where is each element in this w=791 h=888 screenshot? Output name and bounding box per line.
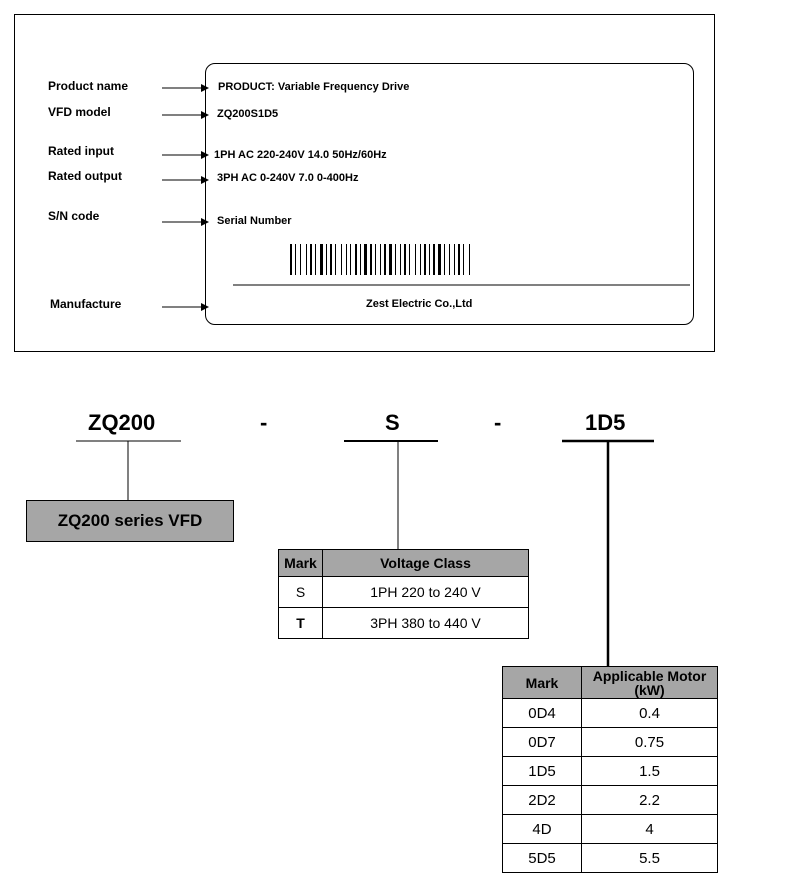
label-product-name: Product name [48,79,129,93]
barcode-bar [306,244,307,275]
code-voltage: S [385,410,400,435]
barcode-bar [454,244,455,275]
value-output: 3PH AC 0-240V 7.0 0-400Hz [217,172,359,184]
cell-voltage: 3PH 380 to 440 V [323,608,529,639]
table-row [503,728,718,757]
barcode-bar [360,244,361,275]
table-row [503,786,718,815]
barcode-bar [330,244,332,275]
barcode-bar [404,244,406,275]
header-mark: Mark [503,667,582,699]
barcode-bar [375,244,376,275]
barcode-bar [384,244,386,275]
cell-mark: 5D5 [503,844,582,873]
table-row [503,699,718,728]
header-voltage-class: Voltage Class [323,550,529,577]
label-manufacture: Manufacture [50,297,122,311]
code-separator-2: - [494,410,502,435]
barcode-bar [438,244,441,275]
cell-mark: 1D5 [503,757,582,786]
cell-voltage: 1PH 220 to 240 V [323,577,529,608]
barcode [290,244,470,275]
barcode-bar [395,244,396,275]
barcode-bar [320,244,323,275]
applicable-motor-table [502,666,718,873]
barcode-bar [389,244,392,275]
table-header-row [503,667,718,699]
cell-mark: 0D4 [503,699,582,728]
barcode-bar [420,244,421,275]
barcode-bar [380,244,381,275]
series-description-box: ZQ200 series VFD [26,500,234,542]
barcode-bar [433,244,435,275]
cell-kw: 2.2 [582,786,718,815]
barcode-bar [326,244,327,275]
barcode-bar [315,244,316,275]
table-row [279,608,529,639]
code-separator-1: - [260,410,268,435]
label-rated-output: Rated output [48,169,122,183]
barcode-bar [346,244,347,275]
barcode-bar [400,244,401,275]
value-company: Zest Electric Co.,Ltd [366,298,473,310]
table-header-row [279,550,529,577]
code-power: 1D5 [585,410,626,435]
table-row [503,815,718,844]
cell-mark: S [279,577,323,608]
barcode-bar [290,244,292,275]
barcode-bar [444,244,445,275]
cell-kw: 4 [582,815,718,844]
cell-kw: 5.5 [582,844,718,873]
header-applicable-motor: Applicable Motor (kW) [582,667,718,699]
value-model: ZQ200S1D5 [217,108,279,120]
table-row [503,844,718,873]
cell-kw: 1.5 [582,757,718,786]
barcode-bar [310,244,312,275]
barcode-bar [341,244,342,275]
barcode-bar [295,244,296,275]
barcode-bar [355,244,357,275]
barcode-bar [370,244,372,275]
code-series: ZQ200 [88,410,156,435]
barcode-bar [364,244,367,275]
label-rated-input: Rated input [48,144,114,158]
barcode-bar [449,244,450,275]
barcode-bar [463,244,464,275]
barcode-bar [458,244,460,275]
barcode-bar [469,244,470,275]
header-mark: Mark [279,550,323,577]
barcode-bar [409,244,410,275]
barcode-bar [350,244,351,275]
cell-mark: 2D2 [503,786,582,815]
cell-mark: T [279,608,323,639]
value-input: 1PH AC 220-240V 14.0 50Hz/60Hz [214,149,387,161]
barcode-bar [335,244,336,275]
value-product: PRODUCT: Variable Frequency Drive [218,81,410,93]
label-vfd-model: VFD model [48,105,111,119]
cell-mark: 0D7 [503,728,582,757]
cell-kw: 0.4 [582,699,718,728]
cell-kw: 0.75 [582,728,718,757]
table-row [279,577,529,608]
value-serial: Serial Number [217,215,292,227]
barcode-bar [429,244,430,275]
label-sn-code: S/N code [48,209,100,223]
barcode-bar [424,244,426,275]
cell-mark: 4D [503,815,582,844]
table-row [503,757,718,786]
voltage-class-table [278,549,529,639]
barcode-bar [300,244,301,275]
barcode-bar [415,244,416,275]
